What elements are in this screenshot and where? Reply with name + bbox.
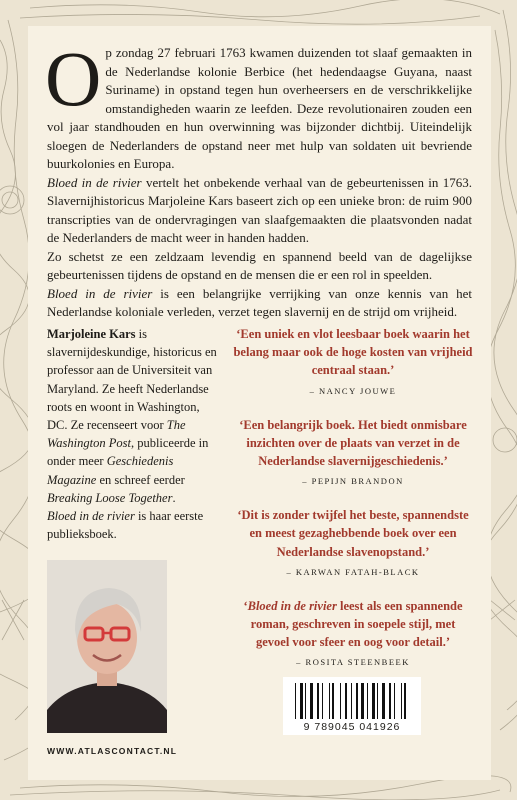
review-quote (233, 325, 473, 396)
barcode-bar (377, 683, 378, 719)
barcode-bar (361, 683, 364, 719)
quote-text: ‘Een belangrijk boek. Het biedt onmisbare inzichten over de plaats van verzet in de Nederlandse slavernijgeschiedenis.’ (239, 417, 467, 469)
quote-text: ‘Dit is zonder twijfel het beste, spannendste en meest gezaghebbende boek over een Nederlandse slavenopstand.’ (237, 508, 469, 559)
quote-author: – ROSITA STEENBEEK (296, 657, 410, 668)
drop-cap: O (45, 35, 102, 122)
barcode-bars (283, 677, 421, 721)
review-quotes (233, 325, 473, 687)
barcode-bar (322, 683, 323, 719)
barcode-bar (332, 683, 334, 719)
barcode-bar (351, 683, 352, 719)
blurb-paragraph-1: Op zondag 27 februari 1763 kwamen duizenden tot slaaf gemaakten in de Nederlandse kolonie Berbice (het hedendaagse Guyana, naast Suriname) in opstand tegen hun overheersers en de verschrikkelijke omstandigheden waarin ze leefden. Deze revolutionairen zouden een vol jaar standhouden en hun overwinning was bijzonder dichtbij. Uiteindelijk sloegen de Nederlanders de opstand neer met hulp van soldaten uit bevriende buurkolonies en Europa. (45, 35, 472, 171)
barcode-bar (389, 683, 391, 719)
barcode-bar (329, 683, 330, 719)
quote-author: – NANCY JOUWE (309, 385, 397, 396)
blurb-paragraph-4: Bloed in de rivier is een belangrijke verrijking van onze kennis van het Nederlandse koloniale verleden, verzet tegen slavernij en de strijd om vrijheid. (47, 285, 472, 319)
review-quote (233, 506, 473, 577)
barcode-bar (340, 683, 341, 719)
barcode-bar (372, 683, 375, 719)
barcode-bar (404, 683, 406, 719)
author-photo (47, 560, 167, 733)
review-quote (233, 597, 473, 668)
quote-author: – KARWAN FATAH-BLACK (286, 566, 420, 577)
barcode-bar (394, 683, 395, 719)
publisher-website: WWW.ATLASCONTACT.NL (47, 746, 178, 756)
barcode-bar (305, 683, 306, 719)
isbn-barcode (283, 677, 421, 735)
barcode-bar (300, 683, 303, 719)
barcode-bar (345, 683, 347, 719)
barcode-bar (367, 683, 368, 719)
barcode-bar (317, 683, 319, 719)
barcode-bar (295, 683, 296, 719)
barcode-bar (310, 683, 313, 719)
blurb-paragraph-3: Zo schetst ze een zeldzaam levendig en spannend beeld van de dagelijkse gebeurtenissen tijdens de opstand en de mensen die er een rol in speelden. (47, 248, 472, 282)
isbn-number: 9 789045 041926 (303, 721, 401, 733)
barcode-bar (356, 683, 358, 719)
review-quote (233, 416, 473, 487)
blurb (45, 35, 472, 322)
quote-text: ‘Bloed in de rivier leest als een spannende roman, geschreven in soepele stijl, met gevoel voor sfeer en oog voor detail.’ (243, 598, 463, 650)
quote-author: – PEPIJN BRANDON (302, 476, 404, 487)
author-bio: Marjoleine Kars is slavernijdeskundige, historicus en professor aan de Universiteit van Maryland. Ze heeft Nederlandse roots en woont in Washington, DC. Ze recenseert voor The Washington Post, publiceerde in onder meer Geschiedenis Magazine en schreef eerder Breaking Loose Together. Bloed in de rivier is haar eerste publieksboek. (47, 327, 217, 542)
blurb-paragraph-2: Bloed in de rivier vertelt het onbekende verhaal van de gebeurtenissen in 1763. Slavernijhistoricus Marjoleine Kars baseert zich op een unieke bron: de ruim 900 transcripties van de ondervragingen van slaafgemaakten die plaatsvonden nadat de Nederlanders de macht weer in handen hadden. (47, 174, 472, 245)
author-name: Marjoleine Kars (47, 327, 136, 341)
barcode-bar (382, 683, 385, 719)
quote-text: ‘Een uniek en vlot leesbaar boek waarin het belang maar ook de hoge kosten van vrijheid centraal staan.’ (233, 327, 473, 378)
barcode-bar (401, 683, 402, 719)
